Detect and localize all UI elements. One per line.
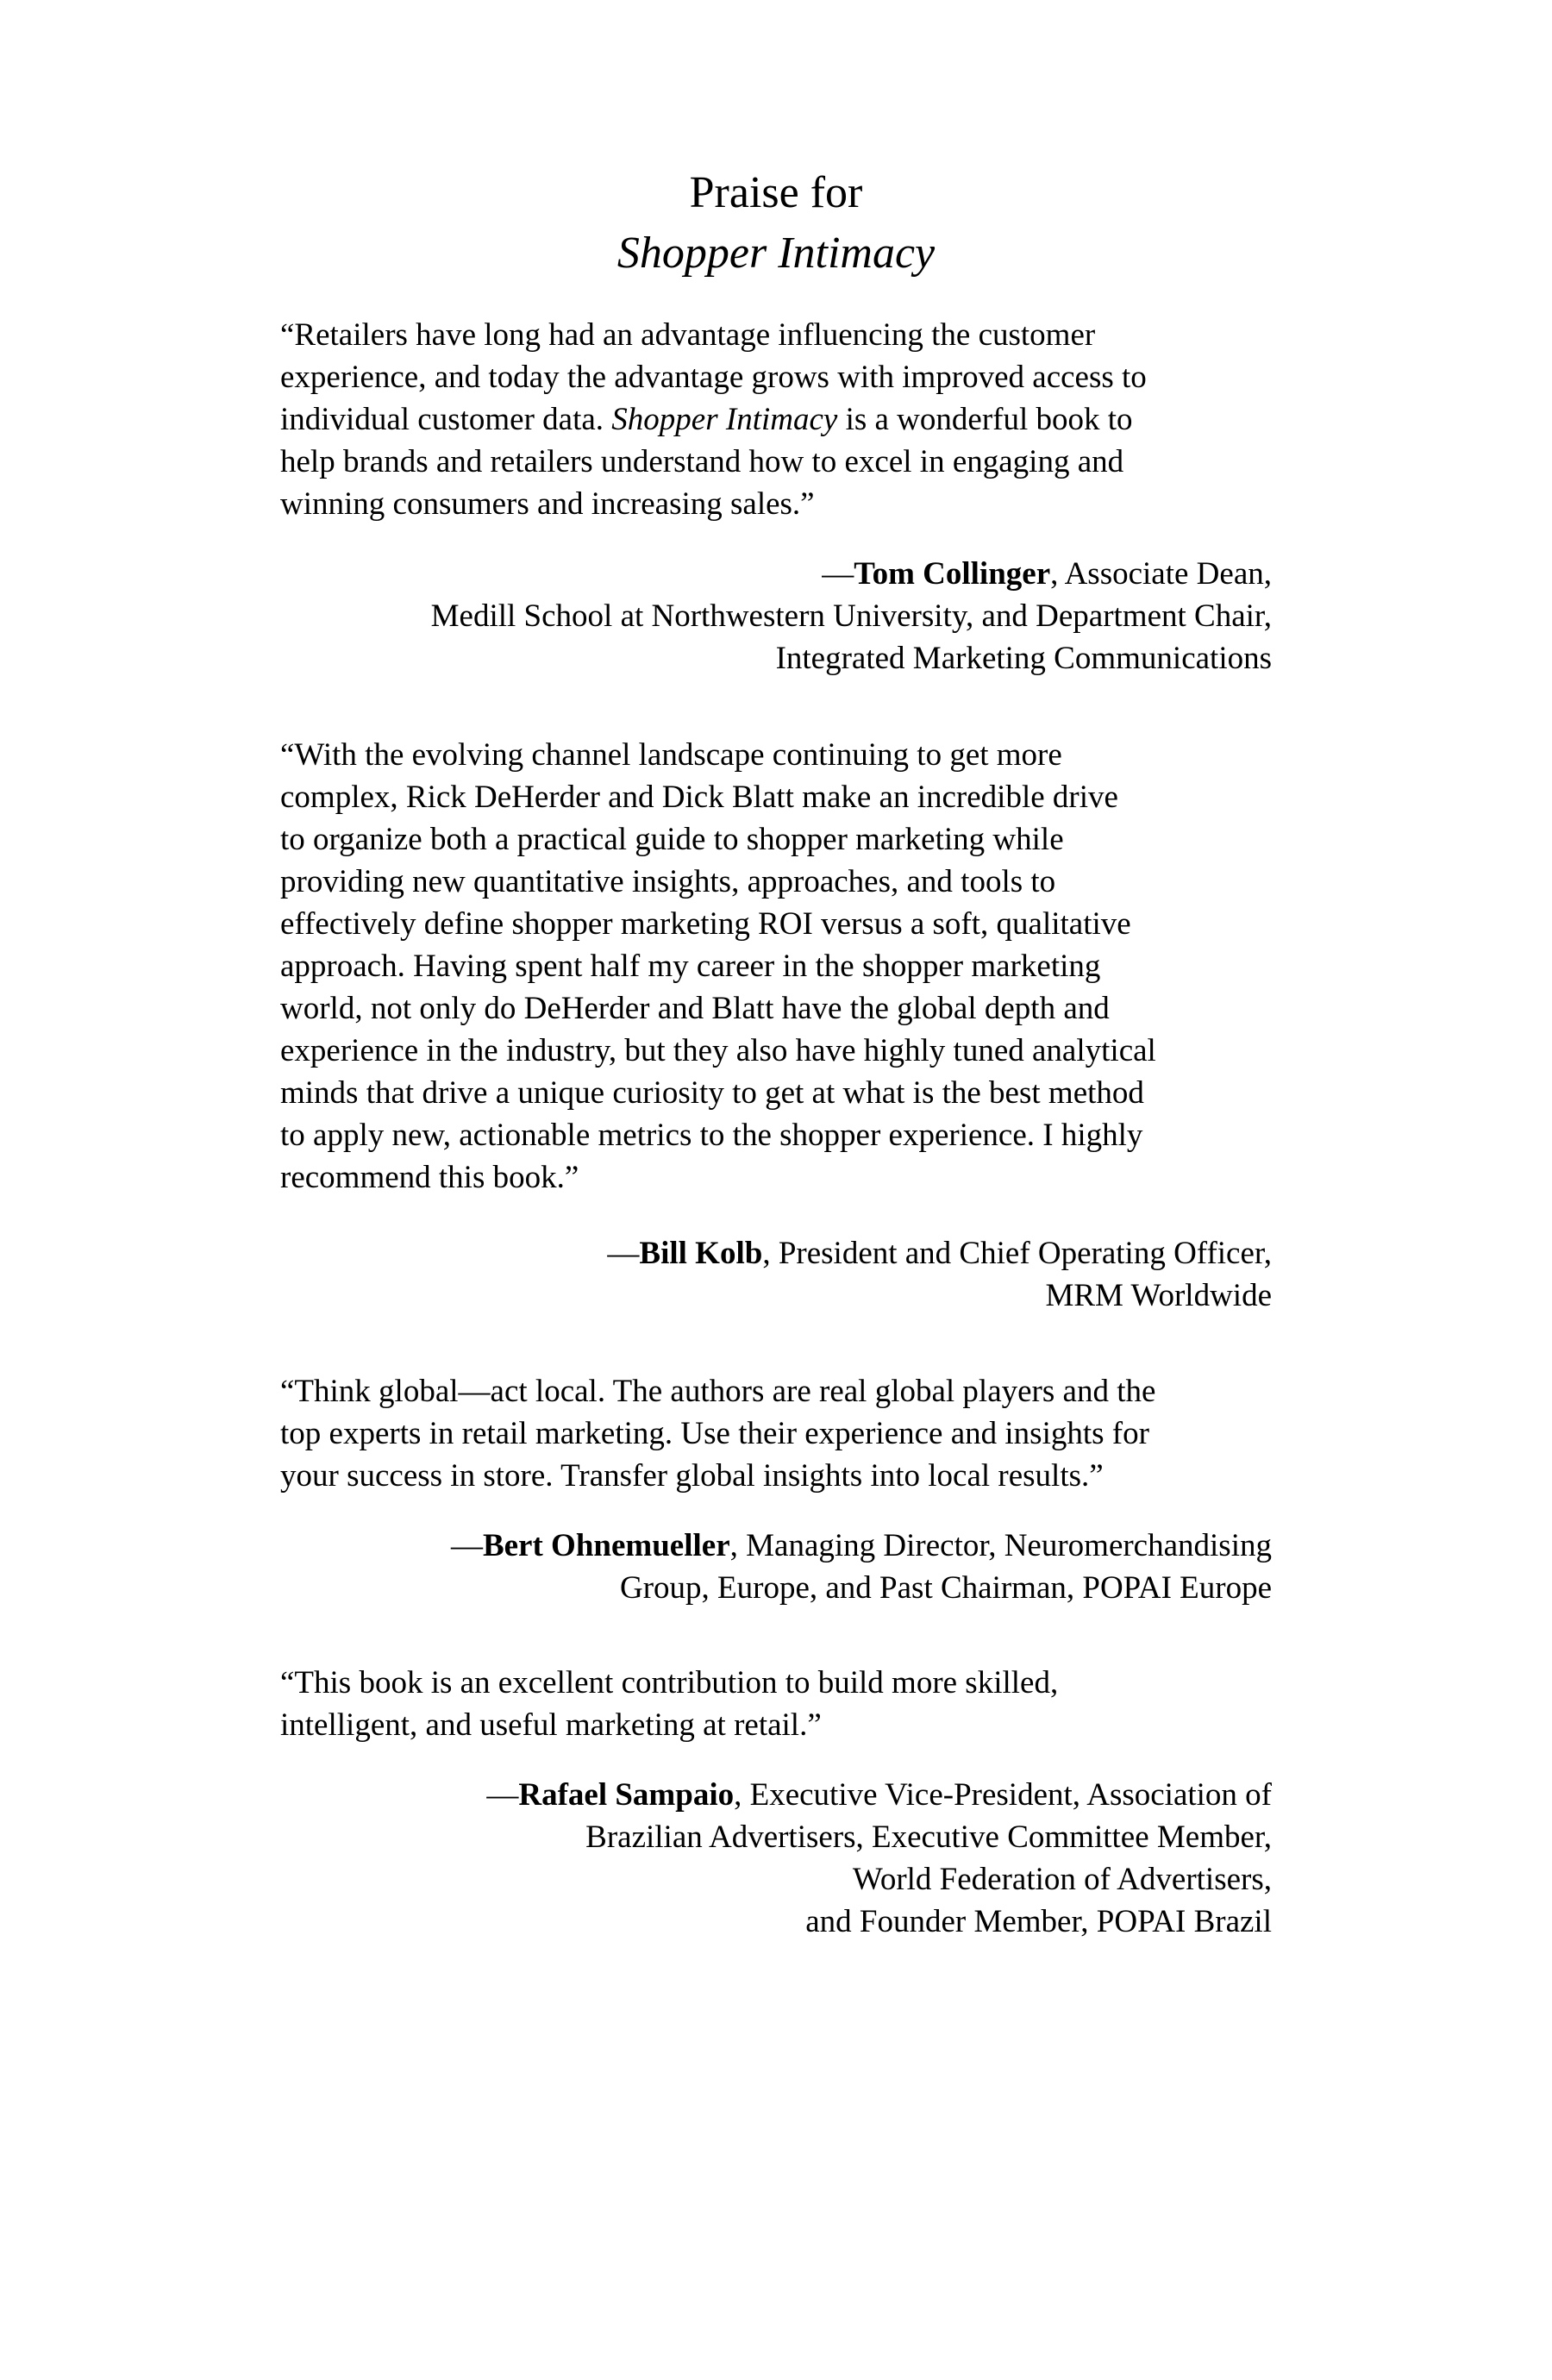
quote-line: intelligent, and useful marketing at retail.” (280, 1707, 822, 1743)
quote-line: “Retailers have long had an advantage influencing the customer (280, 317, 1096, 353)
author-name: Rafael Sampaio (518, 1777, 735, 1813)
quote-line: “With the evolving channel landscape continuing to get more (280, 737, 1062, 773)
attribution-line (237, 1232, 1272, 1275)
quote-line: “This book is an excellent contribution to build more skilled, (280, 1665, 1059, 1700)
author-title: , Managing Director, Neuromerchandising (729, 1528, 1272, 1563)
attribution-line: Brazilian Advertisers, Executive Committee Member, (585, 1819, 1272, 1855)
attribution-line: MRM Worldwide (1045, 1278, 1272, 1313)
quote-line: top experts in retail marketing. Use their experience and insights for (280, 1416, 1149, 1451)
attribution-line: and Founder Member, POPAI Brazil (805, 1904, 1272, 1939)
attribution-line (237, 1774, 1272, 1816)
quote-line: effectively define shopper marketing ROI versus a soft, qualitative (280, 906, 1131, 942)
em-dash: — (822, 556, 854, 592)
testimonial-quote-1 (280, 314, 1280, 525)
author-title: , Associate Dean, (1050, 556, 1272, 592)
book-title-inline: Shopper Intimacy (611, 402, 838, 437)
author-name: Tom Collinger (854, 556, 1051, 592)
page-title-line1: Praise for (689, 168, 863, 217)
testimonial-attribution-3 (237, 1525, 1272, 1609)
page-title-book-name: Shopper Intimacy (616, 229, 936, 278)
quote-line: help brands and retailers understand how to excel in engaging and (280, 444, 1124, 479)
quote-line: world, not only do DeHerder and Blatt have the global depth and (280, 991, 1110, 1026)
attribution-line (237, 1525, 1272, 1567)
quote-line: your success in store. Transfer global insights into local results.” (280, 1458, 1104, 1494)
quote-line: winning consumers and increasing sales.” (280, 486, 815, 522)
quote-line: “Think global—act local. The authors are real global players and the (280, 1374, 1156, 1409)
author-title: , President and Chief Operating Officer, (762, 1236, 1272, 1271)
quote-line (280, 398, 1280, 441)
testimonial-attribution-1 (237, 553, 1272, 680)
quote-line: to apply new, actionable metrics to the shopper experience. I highly (280, 1118, 1143, 1153)
quote-line: approach. Having spent half my career in the shopper marketing (280, 949, 1101, 984)
em-dash: — (607, 1236, 640, 1271)
attribution-line: Integrated Marketing Communications (775, 641, 1272, 676)
attribution-line: Medill School at Northwestern University, and Department Chair, (430, 598, 1272, 634)
quote-text: individual customer data. (280, 402, 612, 437)
attribution-line: World Federation of Advertisers, (852, 1862, 1272, 1897)
testimonial-quote-4 (280, 1662, 1280, 1746)
quote-line: minds that drive a unique curiosity to get at what is the best method (280, 1075, 1144, 1111)
attribution-line: Group, Europe, and Past Chairman, POPAI Europe (619, 1570, 1272, 1606)
quote-line: to organize both a practical guide to shopper marketing while (280, 822, 1064, 857)
testimonial-attribution-4 (237, 1774, 1272, 1943)
attribution-line (237, 553, 1272, 595)
author-title: , Executive Vice-President, Association of (734, 1777, 1272, 1813)
quote-text: is a wonderful book to (837, 402, 1133, 437)
em-dash: — (450, 1528, 483, 1563)
testimonial-quote-3 (280, 1370, 1280, 1497)
testimonial-attribution-2 (237, 1232, 1272, 1317)
quote-line: experience in the industry, but they also have highly tuned analytical (280, 1033, 1156, 1068)
author-name: Bill Kolb (639, 1236, 763, 1271)
testimonial-quote-2 (280, 734, 1280, 1199)
quote-line: providing new quantitative insights, approaches, and tools to (280, 864, 1056, 899)
quote-line: complex, Rick DeHerder and Dick Blatt make an incredible drive (280, 780, 1118, 815)
em-dash: — (486, 1777, 519, 1813)
quote-line: recommend this book.” (280, 1160, 579, 1195)
author-name: Bert Ohnemueller (482, 1528, 730, 1563)
quote-line: experience, and today the advantage grows with improved access to (280, 360, 1147, 395)
